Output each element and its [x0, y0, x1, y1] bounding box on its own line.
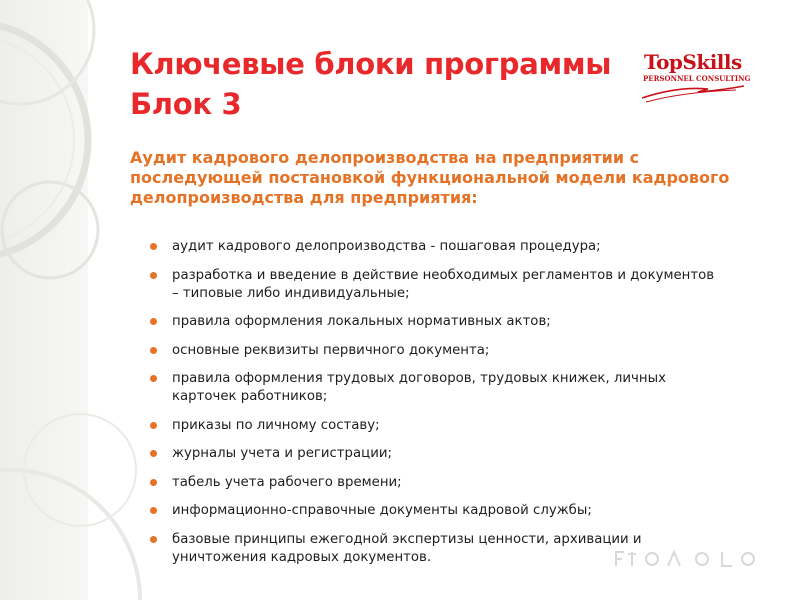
list-item — [150, 370, 720, 406]
logo-name: TopSkills — [644, 50, 742, 74]
list-item-text: информационно-справочные документы кадровой службы; — [172, 503, 592, 518]
logo-tagline: PERSONNEL CONSULTING — [643, 74, 751, 83]
slide-title — [130, 44, 611, 124]
watermark-decoration-icon — [612, 546, 762, 572]
left-decor-band — [0, 0, 88, 600]
title-line-1: Ключевые блоки программы — [130, 47, 612, 81]
list-item — [150, 342, 720, 360]
bullet-list — [150, 238, 720, 577]
bullet-icon — [150, 318, 157, 325]
list-item — [150, 474, 720, 492]
logo-swoosh-icon — [638, 80, 748, 106]
list-item-text: правила оформления локальных нормативных актов; — [172, 314, 551, 329]
bullet-icon — [150, 507, 157, 514]
bullet-icon — [150, 479, 157, 486]
list-item-text: базовые принципы ежегодной экспертизы ценности, архивации и уничтожения кадровых документов. — [172, 531, 642, 565]
bullet-icon — [150, 272, 157, 279]
bullet-icon — [150, 450, 157, 457]
section-subtitle: Аудит кадрового делопроизводства на предприятии с последующей постановкой функциональной модели кадрового делопроизводства для предприятия: — [130, 148, 730, 207]
list-item — [150, 313, 720, 331]
list-item — [150, 267, 720, 303]
bullet-icon — [150, 347, 157, 354]
bullet-icon — [150, 536, 157, 543]
topskills-logo — [638, 50, 751, 106]
bullet-icon — [150, 422, 157, 429]
title-line-2: Блок 3 — [130, 87, 242, 121]
list-item — [150, 238, 720, 256]
list-item-text: журналы учета и регистрации; — [172, 446, 392, 461]
list-item-text: разработка и введение в действие необходимых регламентов и документов – типовые либо индивидуальные; — [172, 267, 715, 301]
bullet-icon — [150, 243, 157, 250]
list-item-text: табель учета рабочего времени; — [172, 474, 402, 490]
list-item-text: основные реквизиты первичного документа; — [172, 342, 490, 358]
list-item-text: правила оформления трудовых договоров, трудовых книжек, личных карточек работников; — [172, 371, 666, 404]
list-item — [150, 502, 720, 520]
list-item-text: приказы по личному составу; — [172, 417, 380, 433]
list-item-text: аудит кадрового делопроизводства - пошаговая процедура; — [172, 239, 601, 254]
list-item — [150, 445, 720, 463]
bullet-icon — [150, 375, 157, 382]
list-item — [150, 417, 720, 435]
